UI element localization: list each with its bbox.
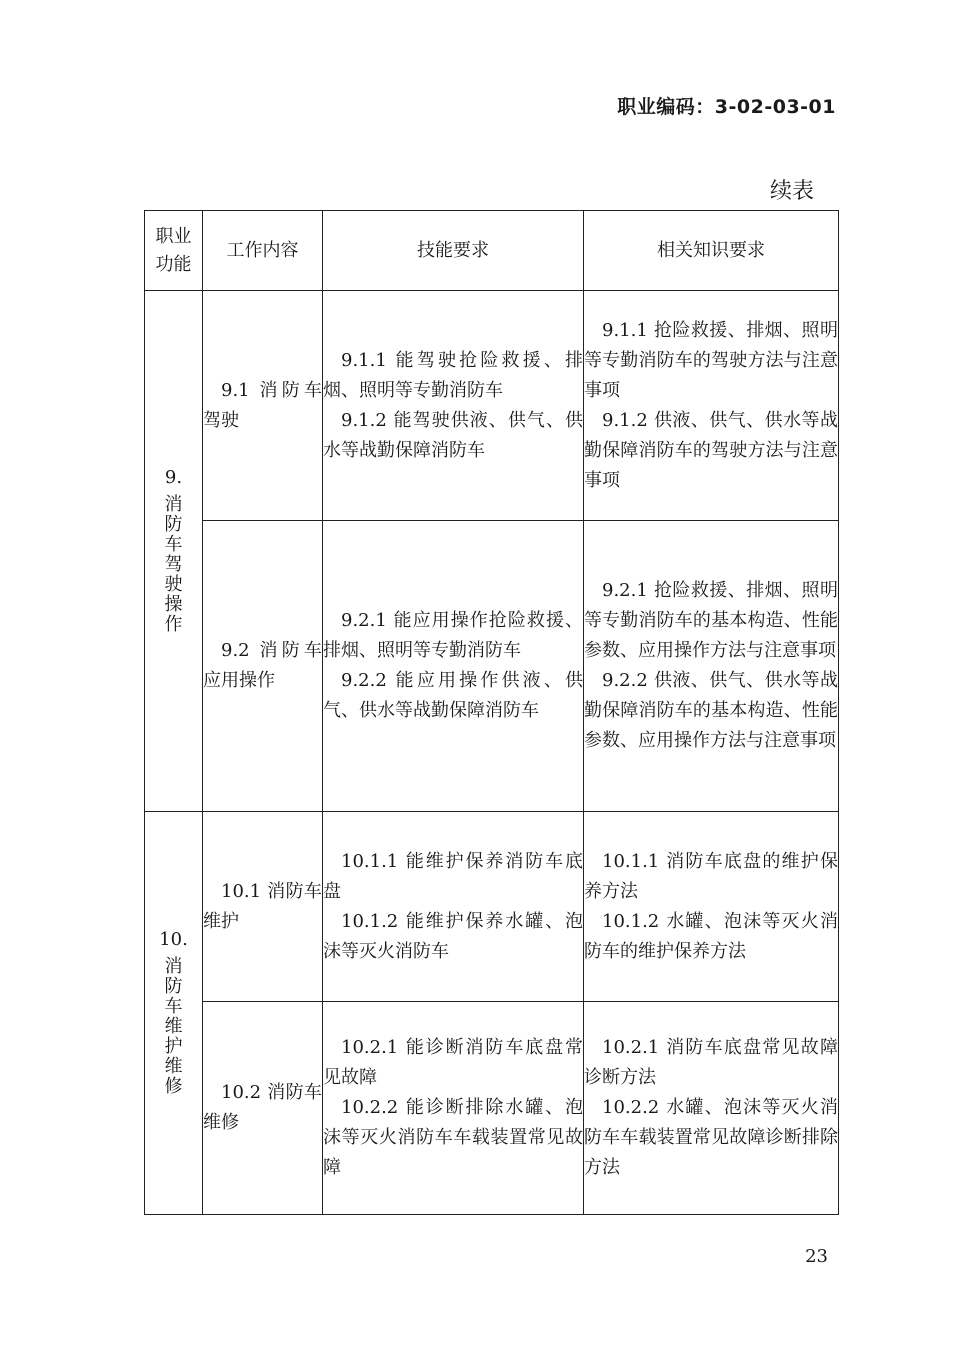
knowledge-cell: 9.2.1 抢险救援、排烟、照明等专勤消防车的基本构造、性能参数、应用操作方法与注意事项 9.2.2 供液、供气、供水等战勤保障消防车的基本构造、性能参数、应用操作方法与注意事项: [584, 521, 839, 812]
occupation-code-value: 3-02-03-01: [714, 96, 836, 118]
function-name: 消防车驾驶操作: [164, 493, 183, 635]
knowledge-cell: 9.1.1 抢险救援、排烟、照明等专勤消防车的驾驶方法与注意事项 9.1.2 供液、供气、供水等战勤保障消防车的驾驶方法与注意事项: [584, 291, 839, 521]
header-function: 职业 功能: [145, 211, 203, 291]
function-cell-9: [145, 291, 203, 812]
function-number: 9.: [164, 466, 183, 488]
table-header-row: [145, 211, 839, 291]
work-content-cell: 9.1 消防车驾驶: [203, 291, 323, 521]
work-content-cell: 10.2 消防车维修: [203, 1002, 323, 1215]
table-row: [145, 521, 839, 812]
table-row: [145, 291, 839, 521]
knowledge-cell: 10.2.1 消防车底盘常见故障诊断方法 10.2.2 水罐、泡沫等灭火消防车车载装置常见故障诊断排除方法: [584, 1002, 839, 1215]
skill-cell: 9.1.1 能驾驶抢险救援、排烟、照明等专勤消防车 9.1.2 能驾驶供液、供气、供水等战勤保障消防车: [323, 291, 584, 521]
skill-cell: 10.2.1 能诊断消防车底盘常见故障 10.2.2 能诊断排除水罐、泡沫等灭火消防车车载装置常见故障: [323, 1002, 584, 1215]
occupation-code-label: 职业编码：: [617, 96, 715, 118]
function-cell-10: [145, 812, 203, 1215]
occupation-code: [617, 92, 836, 119]
page-number: 23: [805, 1246, 828, 1267]
table-row: [145, 812, 839, 1002]
header-skill-requirements: 技能要求: [323, 211, 584, 291]
skill-cell: 9.2.1 能应用操作抢险救援、排烟、照明等专勤消防车 9.2.2 能应用操作供液、供气、供水等战勤保障消防车: [323, 521, 584, 812]
work-content-cell: 9.2 消防车应用操作: [203, 521, 323, 812]
function-name: 消防车维护维修: [164, 955, 183, 1097]
table-row: [145, 1002, 839, 1215]
knowledge-cell: 10.1.1 消防车底盘的维护保养方法 10.1.2 水罐、泡沫等灭火消防车的维护保养方法: [584, 812, 839, 1002]
continued-label: 续表: [769, 179, 814, 204]
function-number: 10.: [159, 928, 188, 950]
skill-cell: 10.1.1 能维护保养消防车底盘 10.1.2 能维护保养水罐、泡沫等灭火消防车: [323, 812, 584, 1002]
requirements-table: [144, 210, 839, 1215]
work-content-cell: 10.1 消防车维护: [203, 812, 323, 1002]
header-knowledge-requirements: 相关知识要求: [584, 211, 839, 291]
header-work-content: 工作内容: [203, 211, 323, 291]
